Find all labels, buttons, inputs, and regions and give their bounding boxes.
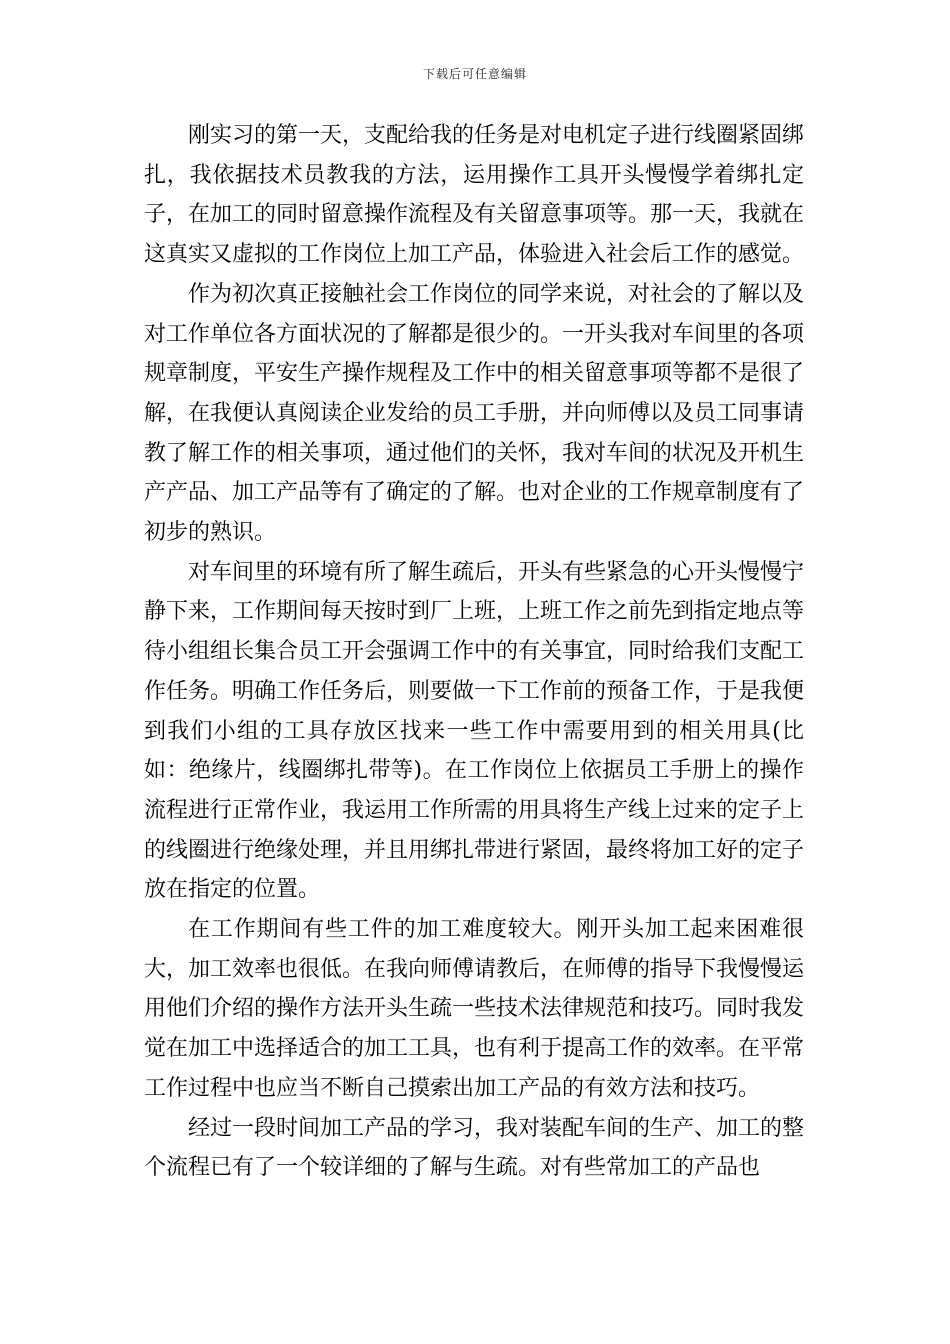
document-body xyxy=(144,116,804,1188)
paragraph-2: 作为初次真正接触社会工作岗位的同学来说，对社会的了解以及对工作单位各方面状况的了解都是很少的。一开头我对车间里的各项规章制度，平安生产操作规程及工作中的相关留意事项等都不是很了解，在我便认真阅读企业发给的员工手册，并向师傅以及员工同事请教了解工作的相关事项，通过他们的关怀，我对车间的状况及开机生产产品、加工产品等有了确定的了解。也对企业的工作规章制度有了初步的熟识。 xyxy=(144,281,805,546)
page-header-note: 下载后可任意编辑 xyxy=(422,67,527,81)
paragraph-5: 经过一段时间加工产品的学习，我对装配车间的生产、加工的整个流程已有了一个较详细的了解与生疏。对有些常加工的产品也 xyxy=(144,1115,805,1181)
paragraph-1: 刚实习的第一天，支配给我的任务是对电机定子进行线圈紧固绑扎，我依据技术员教我的方法，运用操作工具开头慢慢学着绑扎定子，在加工的同时留意操作流程及有关留意事项等。那一天，我就在这真实又虚拟的工作岗位上加工产品，体验进入社会后工作的感觉。 xyxy=(144,123,805,268)
paragraph-3: 对车间里的环境有所了解生疏后，开头有些紧急的心开头慢慢宁静下来，工作期间每天按时到厂上班，上班工作之前先到指定地点等待小组组长集合员工开会强调工作中的有关事宜，同时给我们支配工作任务。明确工作任务后，则要做一下工作前的预备工作，于是我便到我们小组的工具存放区找来一些工作中需要用到的相关用具(比如：绝缘片，线圈绑扎带等)。在工作岗位上依据员工手册上的操作流程进行正常作业，我运用工作所需的用具将生产线上过来的定子上的线圈进行绝缘处理，并且用绑扎带进行紧固，最终将加工好的定子放在指定的位置。 xyxy=(144,559,805,903)
paragraph-4: 在工作期间有些工件的加工难度较大。刚开头加工起来困难很大，加工效率也很低。在我向师傅请教后，在师傅的指导下我慢慢运用他们介绍的操作方法开头生疏一些技术法律规范和技巧。同时我发觉在加工中选择适合的加工工具，也有利于提高工作的效率。在平常工作过程中也应当不断自己摸索出加工产品的有效方法和技巧。 xyxy=(144,917,805,1101)
